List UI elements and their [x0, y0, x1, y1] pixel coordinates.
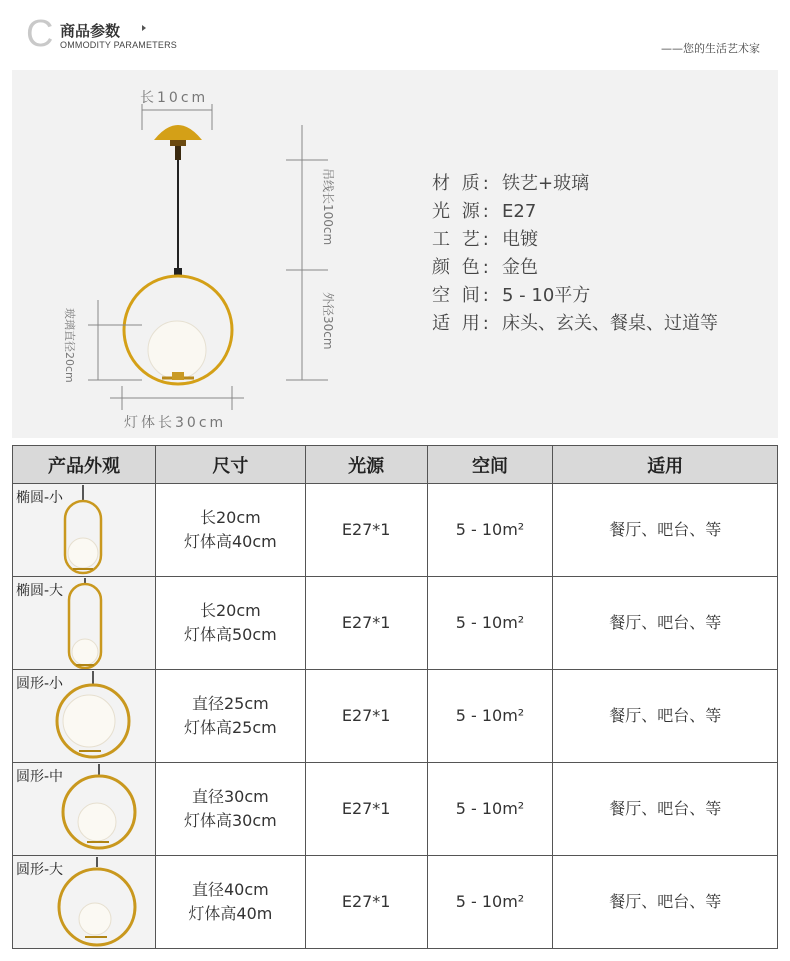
- space-cell: 5 - 10m²: [427, 484, 553, 577]
- size-cell: 直径25cm 灯体高25cm: [155, 670, 305, 763]
- body-length-label: 灯体长30cm: [124, 415, 227, 431]
- product-name: 圆形-中: [16, 769, 64, 785]
- product-name: 圆形-小: [16, 676, 64, 692]
- slogan: ——您的生活艺术家: [661, 42, 760, 55]
- use-cell: 餐厅、吧台、等: [553, 763, 778, 856]
- globe-shape: [148, 321, 206, 379]
- header-appearance: 产品外观: [13, 446, 156, 484]
- table-row: [13, 577, 778, 670]
- glass-diameter-label: 玻璃直径20cm: [63, 308, 76, 383]
- use-cell: 餐厅、吧台、等: [553, 856, 778, 949]
- size-cell: 长20cm 灯体高50cm: [155, 577, 305, 670]
- light-cell: E27*1: [305, 856, 427, 949]
- cable-length-label: 吊线长100cm: [321, 168, 335, 246]
- space-cell: 5 - 10m²: [427, 763, 553, 856]
- size-cell: 直径40cm 灯体高40m: [155, 856, 305, 949]
- top-length-label: 长10cm: [140, 90, 209, 106]
- outer-diameter-label: 外径30cm: [321, 292, 335, 350]
- light-cell: E27*1: [305, 670, 427, 763]
- space-cell: 5 - 10m²: [427, 670, 553, 763]
- params-list: [432, 170, 718, 338]
- table-row: [13, 670, 778, 763]
- param-row: 颜 色: 金色: [432, 257, 538, 278]
- section-header: [0, 0, 790, 62]
- space-cell: 5 - 10m²: [427, 577, 553, 670]
- light-cell: E27*1: [305, 577, 427, 670]
- spec-panel: [12, 70, 778, 438]
- product-image: [13, 763, 156, 856]
- product-name: 圆形-大: [16, 862, 64, 878]
- product-image: [13, 577, 156, 670]
- param-row: 适 用: 床头、玄关、餐桌、过道等: [432, 313, 718, 334]
- product-table: [12, 445, 778, 949]
- table-row: [13, 856, 778, 949]
- param-row: 工 艺: 电镀: [432, 229, 538, 250]
- product-image: [13, 856, 156, 949]
- header-space: 空间: [427, 446, 553, 484]
- param-row: 空 间: 5 - 10平方: [432, 285, 591, 306]
- product-image: [13, 670, 156, 763]
- table-row: [13, 484, 778, 577]
- header-use: 适用: [553, 446, 778, 484]
- size-cell: 直径30cm 灯体高30cm: [155, 763, 305, 856]
- section-title: 商品参数: [60, 22, 121, 40]
- header-light: 光源: [305, 446, 427, 484]
- section-subtitle: OMMODITY PARAMETERS: [60, 40, 177, 50]
- size-cell: 长20cm 灯体高40cm: [155, 484, 305, 577]
- arrow-right-icon: [142, 25, 146, 31]
- table-header-row: [13, 446, 778, 484]
- product-name: 椭圆-大: [16, 583, 64, 599]
- light-cell: E27*1: [305, 484, 427, 577]
- use-cell: 餐厅、吧台、等: [553, 577, 778, 670]
- param-row: 光 源: E27: [432, 201, 537, 222]
- light-cell: E27*1: [305, 763, 427, 856]
- table-row: [13, 763, 778, 856]
- use-cell: 餐厅、吧台、等: [553, 484, 778, 577]
- use-cell: 餐厅、吧台、等: [553, 670, 778, 763]
- param-row: 材 质: 铁艺+玻璃: [432, 173, 590, 194]
- canopy-shape: [154, 125, 202, 140]
- header-size: 尺寸: [155, 446, 305, 484]
- product-name: 椭圆-小: [16, 490, 64, 506]
- product-image: [13, 484, 156, 577]
- section-letter: C: [26, 13, 54, 55]
- space-cell: 5 - 10m²: [427, 856, 553, 949]
